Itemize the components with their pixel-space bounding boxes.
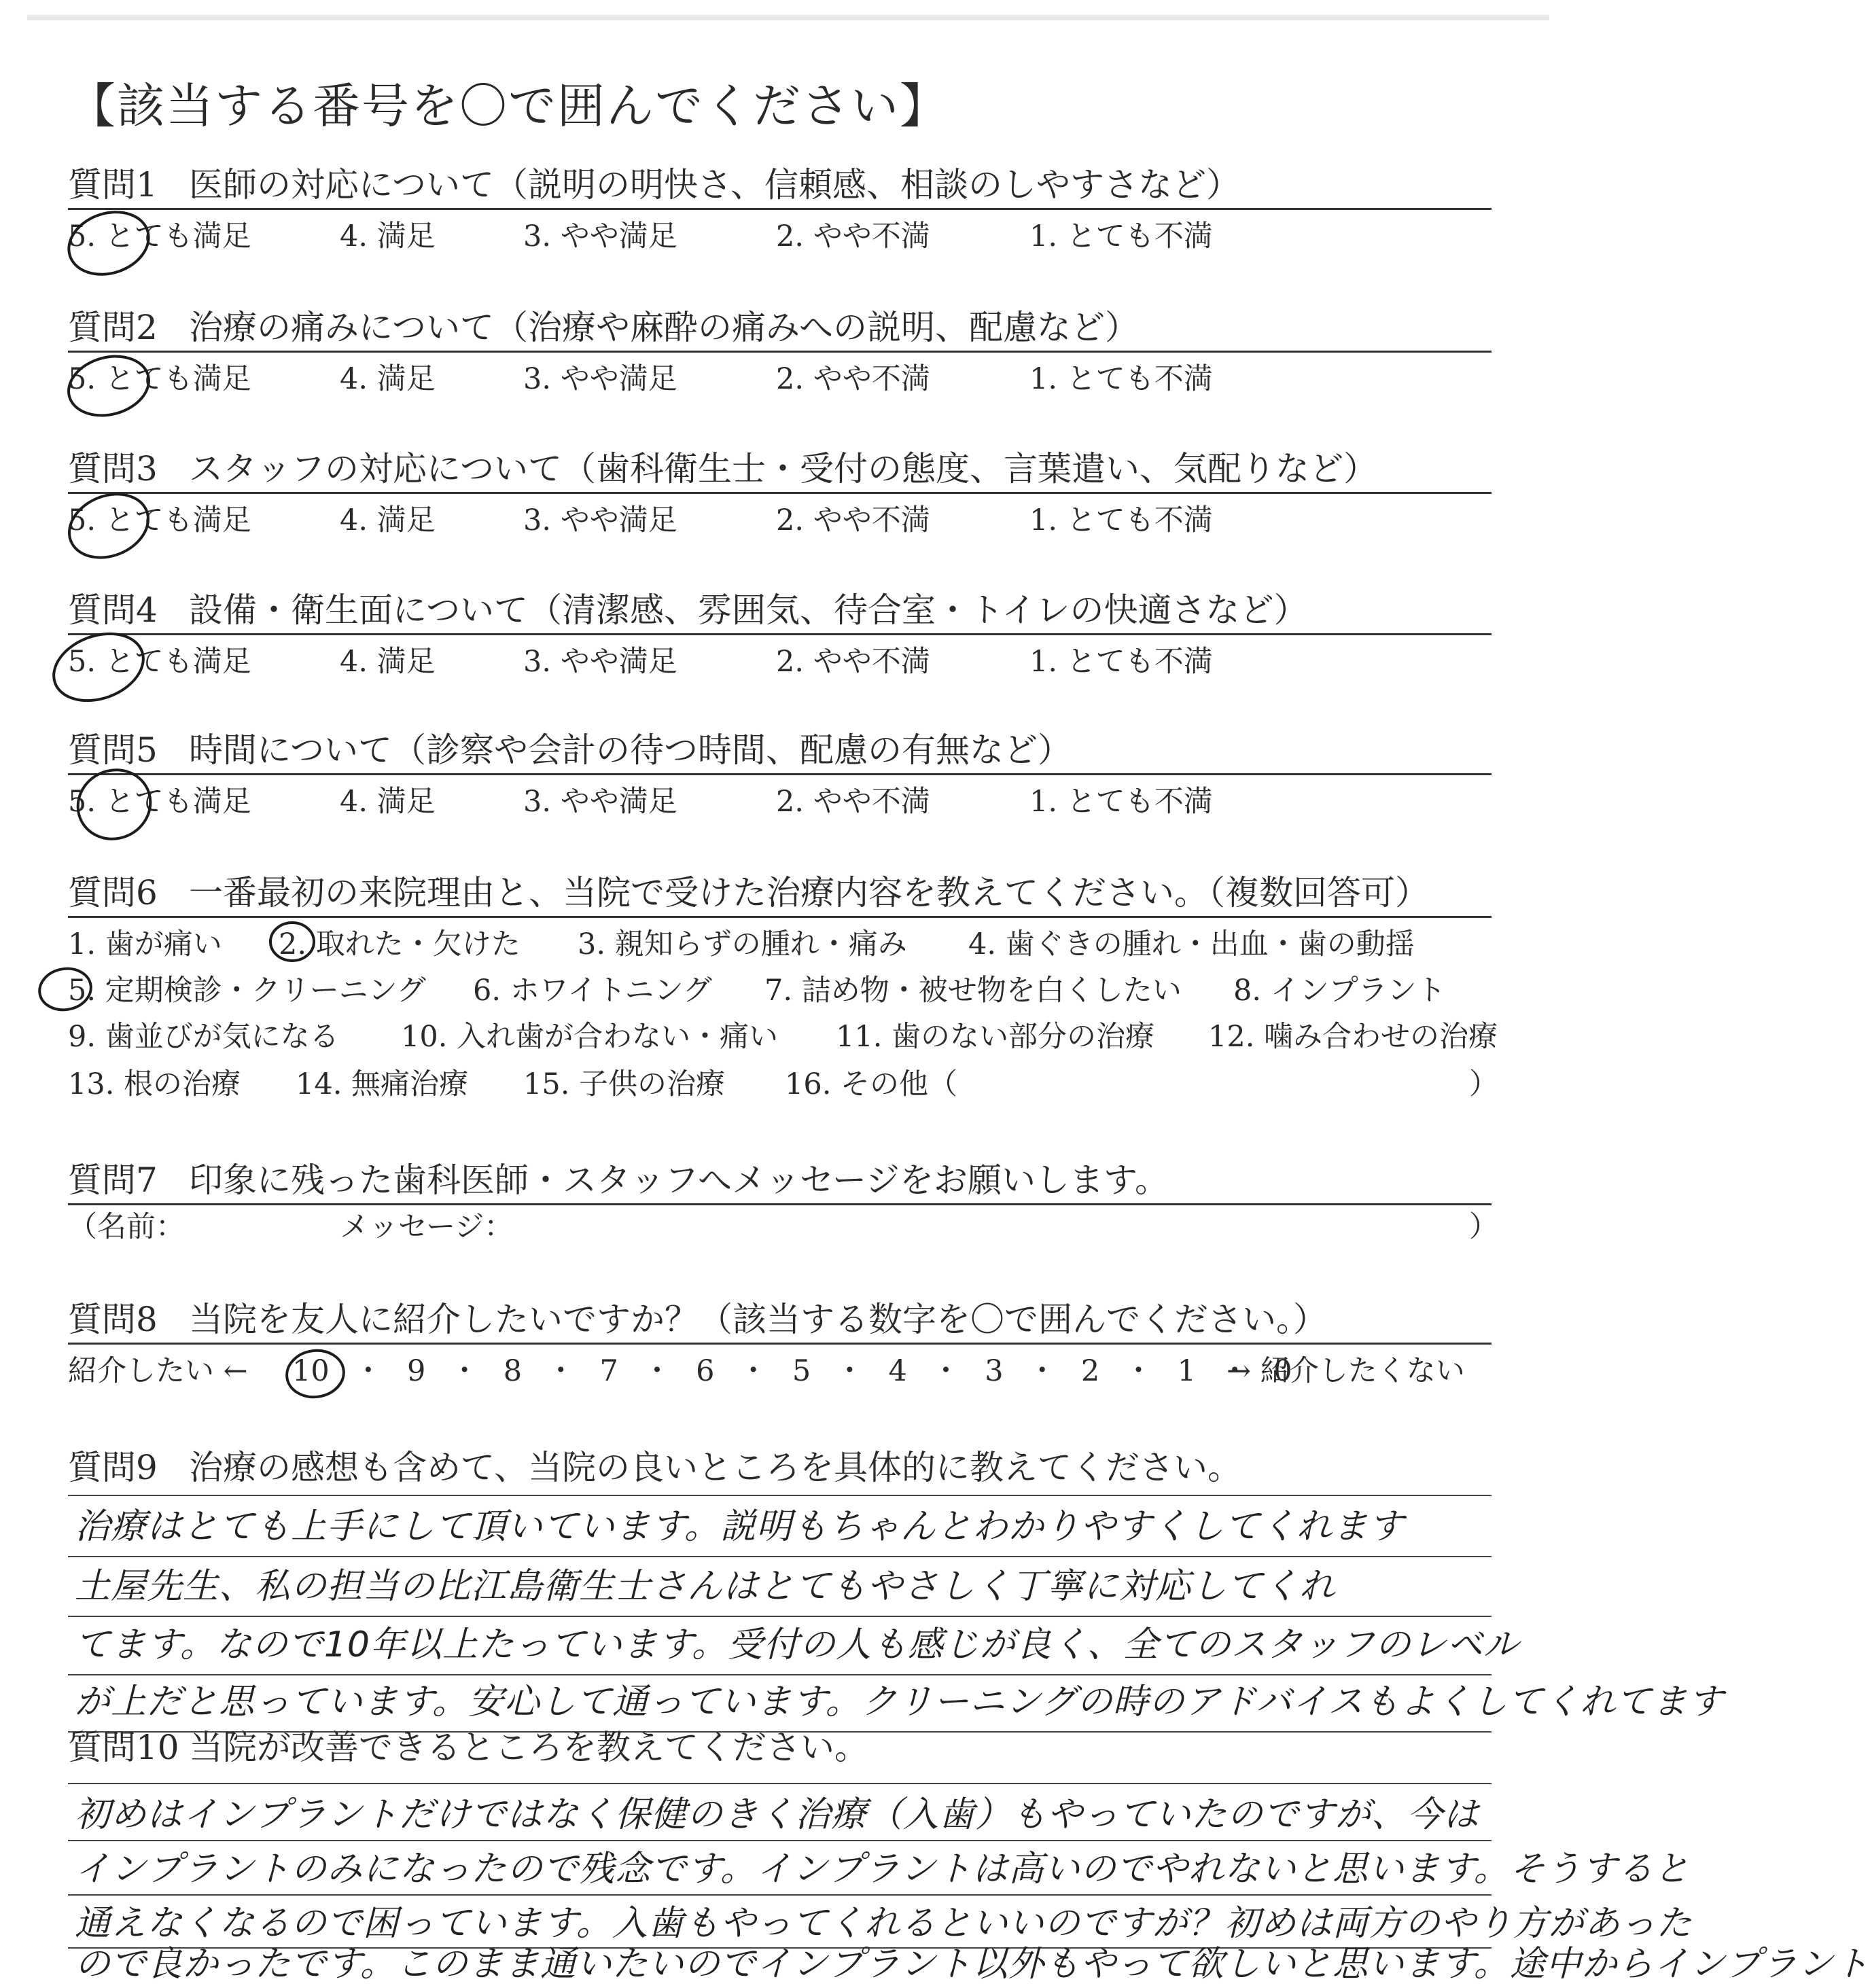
question-text: 設備・衛生面について（清潔感、雰囲気、待合室・トイレの快適さなど） — [189, 590, 1308, 630]
answer-line — [68, 1674, 1492, 1675]
answer-options-3 — [68, 500, 1495, 541]
question-rule — [68, 492, 1492, 494]
reason-item[interactable]: 5. 定期検診・クリーニング — [68, 974, 426, 1008]
question-rule — [68, 1203, 1492, 1205]
answer-line — [68, 1894, 1492, 1896]
reason-row-3 — [68, 1016, 1498, 1057]
option-5[interactable]: 5. とても満足 — [68, 219, 251, 253]
question-text: 印象に残った歯科医師・スタッフへメッセージをお願いします。 — [189, 1160, 1169, 1200]
question-2 — [68, 306, 1488, 349]
question-number: 質問2 — [68, 308, 158, 347]
option-4[interactable]: 4. 満足 — [340, 219, 436, 253]
question-6 — [68, 871, 1488, 915]
handwritten-answer-line: 通えなくなるので困っています。入歯もやってくれるといいのですが？初めは両方のやり方があった — [75, 1903, 1693, 1944]
option-1[interactable]: 1. とても不満 — [1029, 645, 1213, 679]
option-2[interactable]: 2. やや不満 — [776, 645, 930, 679]
option-2[interactable]: 2. やや不満 — [776, 219, 930, 253]
handwritten-answer-line: 土屋先生、私の担当の比江島衛生士さんはとてもやさしく丁寧に対応してくれ — [75, 1566, 1336, 1607]
question-number: 質問10 — [68, 1728, 179, 1767]
option-3[interactable]: 3. やや満足 — [523, 362, 677, 396]
option-4[interactable]: 4. 満足 — [340, 785, 436, 819]
reason-row-2 — [68, 970, 1495, 1011]
handwritten-answer-line: 初めはインプラントだけではなく保健のきく治療（入歯）もやっていたのですが、今は — [75, 1794, 1480, 1835]
answer-options-2 — [68, 359, 1495, 400]
answer-line — [68, 1783, 1492, 1784]
question-3 — [68, 447, 1488, 491]
option-5[interactable]: 5. とても満足 — [68, 503, 251, 537]
question-number: 質問5 — [68, 730, 158, 770]
answer-options-5 — [68, 781, 1495, 822]
reason-item[interactable]: 1. 歯が痛い — [68, 927, 222, 961]
reason-item[interactable]: 8. インプラント — [1233, 974, 1446, 1008]
option-3[interactable]: 3. やや満足 — [523, 503, 677, 537]
reason-item[interactable]: 4. 歯ぐきの腫れ・出血・歯の動揺 — [968, 927, 1415, 961]
option-4[interactable]: 4. 満足 — [340, 503, 436, 537]
reason-item[interactable]: 9. 歯並びが気になる — [68, 1020, 339, 1054]
option-2[interactable]: 2. やや不満 — [776, 785, 930, 819]
question-number: 質問9 — [68, 1448, 158, 1487]
name-label: （名前： — [68, 1210, 185, 1244]
handwritten-answer-line: 治療はとても上手にして頂いています。説明もちゃんとわかりやすくしてくれます — [75, 1506, 1405, 1547]
question-8 — [68, 1298, 1488, 1341]
question-rule — [68, 1343, 1492, 1345]
option-4[interactable]: 4. 満足 — [340, 645, 436, 679]
option-1[interactable]: 1. とても不満 — [1029, 785, 1213, 819]
question-10 — [68, 1726, 1488, 1769]
reason-item-close: ） — [1469, 1067, 1498, 1101]
option-4[interactable]: 4. 満足 — [340, 362, 436, 396]
reason-item[interactable]: 13. 根の治療 — [68, 1067, 241, 1101]
question-number: 質問1 — [68, 165, 158, 205]
reason-row-4 — [68, 1064, 1498, 1105]
question-text: スタッフの対応について（歯科衛生士・受付の態度、言葉遣い、気配りなど） — [189, 449, 1377, 489]
question-text: 一番最初の来院理由と、当院で受けた治療内容を教えてください。（複数回答可） — [189, 873, 1429, 912]
question-rule — [68, 351, 1492, 353]
answer-options-1 — [68, 216, 1495, 257]
option-1[interactable]: 1. とても不満 — [1029, 503, 1213, 537]
question-text: 医師の対応について（説明の明快さ、信頼感、相談のしやすさなど） — [189, 165, 1240, 205]
question-number: 質問3 — [68, 449, 158, 489]
recommend-scale-row — [68, 1351, 1495, 1391]
reason-item[interactable]: 16. その他（ — [785, 1067, 958, 1101]
scale-left-label: 紹介したい ← — [68, 1354, 248, 1388]
form-title: 【該当する番号を〇で囲んでください】 — [68, 78, 949, 134]
handwritten-answer-line: インプラントのみになったので残念です。インプラントは高いのでやれないと思います。そうすると — [75, 1849, 1690, 1889]
question-7 — [68, 1158, 1488, 1202]
question-1 — [68, 163, 1488, 207]
question-rule — [68, 208, 1492, 210]
reason-item[interactable]: 7. 詰め物・被せ物を白くしたい — [764, 974, 1182, 1008]
reason-item[interactable]: 10. 入れ歯が合わない・痛い — [401, 1020, 779, 1054]
reason-item[interactable]: 14. 無痛治療 — [296, 1067, 469, 1101]
question-number: 質問8 — [68, 1300, 158, 1339]
reason-row-1 — [68, 924, 1495, 965]
option-3[interactable]: 3. やや満足 — [523, 645, 677, 679]
question-9 — [68, 1446, 1488, 1489]
option-5[interactable]: 5. とても満足 — [68, 785, 251, 819]
question-text: 時間について（診察や会計の待つ時間、配慮の有無など） — [189, 730, 1072, 770]
question-5 — [68, 728, 1488, 772]
reason-item[interactable]: 3. 親知らずの腫れ・痛み — [578, 927, 907, 961]
question-text: 治療の痛みについて（治療や麻酔の痛みへの説明、配慮など） — [189, 308, 1139, 347]
scan-top-edge — [27, 15, 1549, 20]
question-text: 治療の感想も含めて、当院の良いところを具体的に教えてください。 — [189, 1448, 1241, 1487]
answer-line — [68, 1495, 1492, 1496]
scale-right-label: → 紹介したくない — [1227, 1354, 1465, 1388]
option-1[interactable]: 1. とても不満 — [1029, 219, 1213, 253]
answer-options-4 — [68, 641, 1495, 682]
question-rule — [68, 916, 1492, 918]
handwritten-answer-line: ので良かったです。このまま通いたいのでインプラント以外もやって欲しいと思います。途中からインプラント — [75, 1944, 1870, 1985]
reason-item[interactable]: 6. ホワイトニング — [473, 974, 712, 1008]
question-rule — [68, 773, 1492, 775]
answer-line — [68, 1840, 1492, 1841]
option-5[interactable]: 5. とても満足 — [68, 645, 251, 679]
question-text: 当院が改善できるところを教えてください。 — [189, 1728, 868, 1767]
reason-item[interactable]: 12. 噛み合わせの治療 — [1208, 1020, 1498, 1054]
message-label: メッセージ： — [340, 1210, 514, 1244]
option-3[interactable]: 3. やや満足 — [523, 219, 677, 253]
option-3[interactable]: 3. やや満足 — [523, 785, 677, 819]
answer-line — [68, 1616, 1492, 1617]
question-text: 当院を友人に紹介したいですか？（該当する数字を〇で囲んでください。） — [189, 1300, 1327, 1339]
message-row — [68, 1207, 1498, 1247]
message-close: ） — [1469, 1210, 1498, 1244]
reason-item[interactable]: 11. 歯のない部分の治療 — [836, 1020, 1155, 1054]
handwritten-answer-line: てます。なので10年以上たっています。受付の人も感じが良く、全てのスタッフのレベル — [75, 1625, 1519, 1665]
question-number: 質問4 — [68, 590, 158, 630]
question-rule — [68, 633, 1492, 635]
recommend-scale[interactable]: 10 ・ 9 ・ 8 ・ 7 ・ 6 ・ 5 ・ 4 ・ 3 ・ 2 ・ 1 ・ 0 — [292, 1354, 1292, 1388]
option-1[interactable]: 1. とても不満 — [1029, 362, 1213, 396]
question-number: 質問6 — [68, 873, 158, 912]
answer-line — [68, 1556, 1492, 1557]
reason-item[interactable]: 15. 子供の治療 — [523, 1067, 726, 1101]
question-4 — [68, 588, 1488, 632]
question-number: 質問7 — [68, 1160, 158, 1200]
handwritten-answer-line: が上だと思っています。安心して通っています。クリーニングの時のアドバイスもよくしてくれてます — [75, 1682, 1725, 1722]
reason-item[interactable]: 2. 取れた・欠けた — [279, 927, 521, 961]
option-5[interactable]: 5. とても満足 — [68, 362, 251, 396]
option-2[interactable]: 2. やや不満 — [776, 503, 930, 537]
option-2[interactable]: 2. やや不満 — [776, 362, 930, 396]
